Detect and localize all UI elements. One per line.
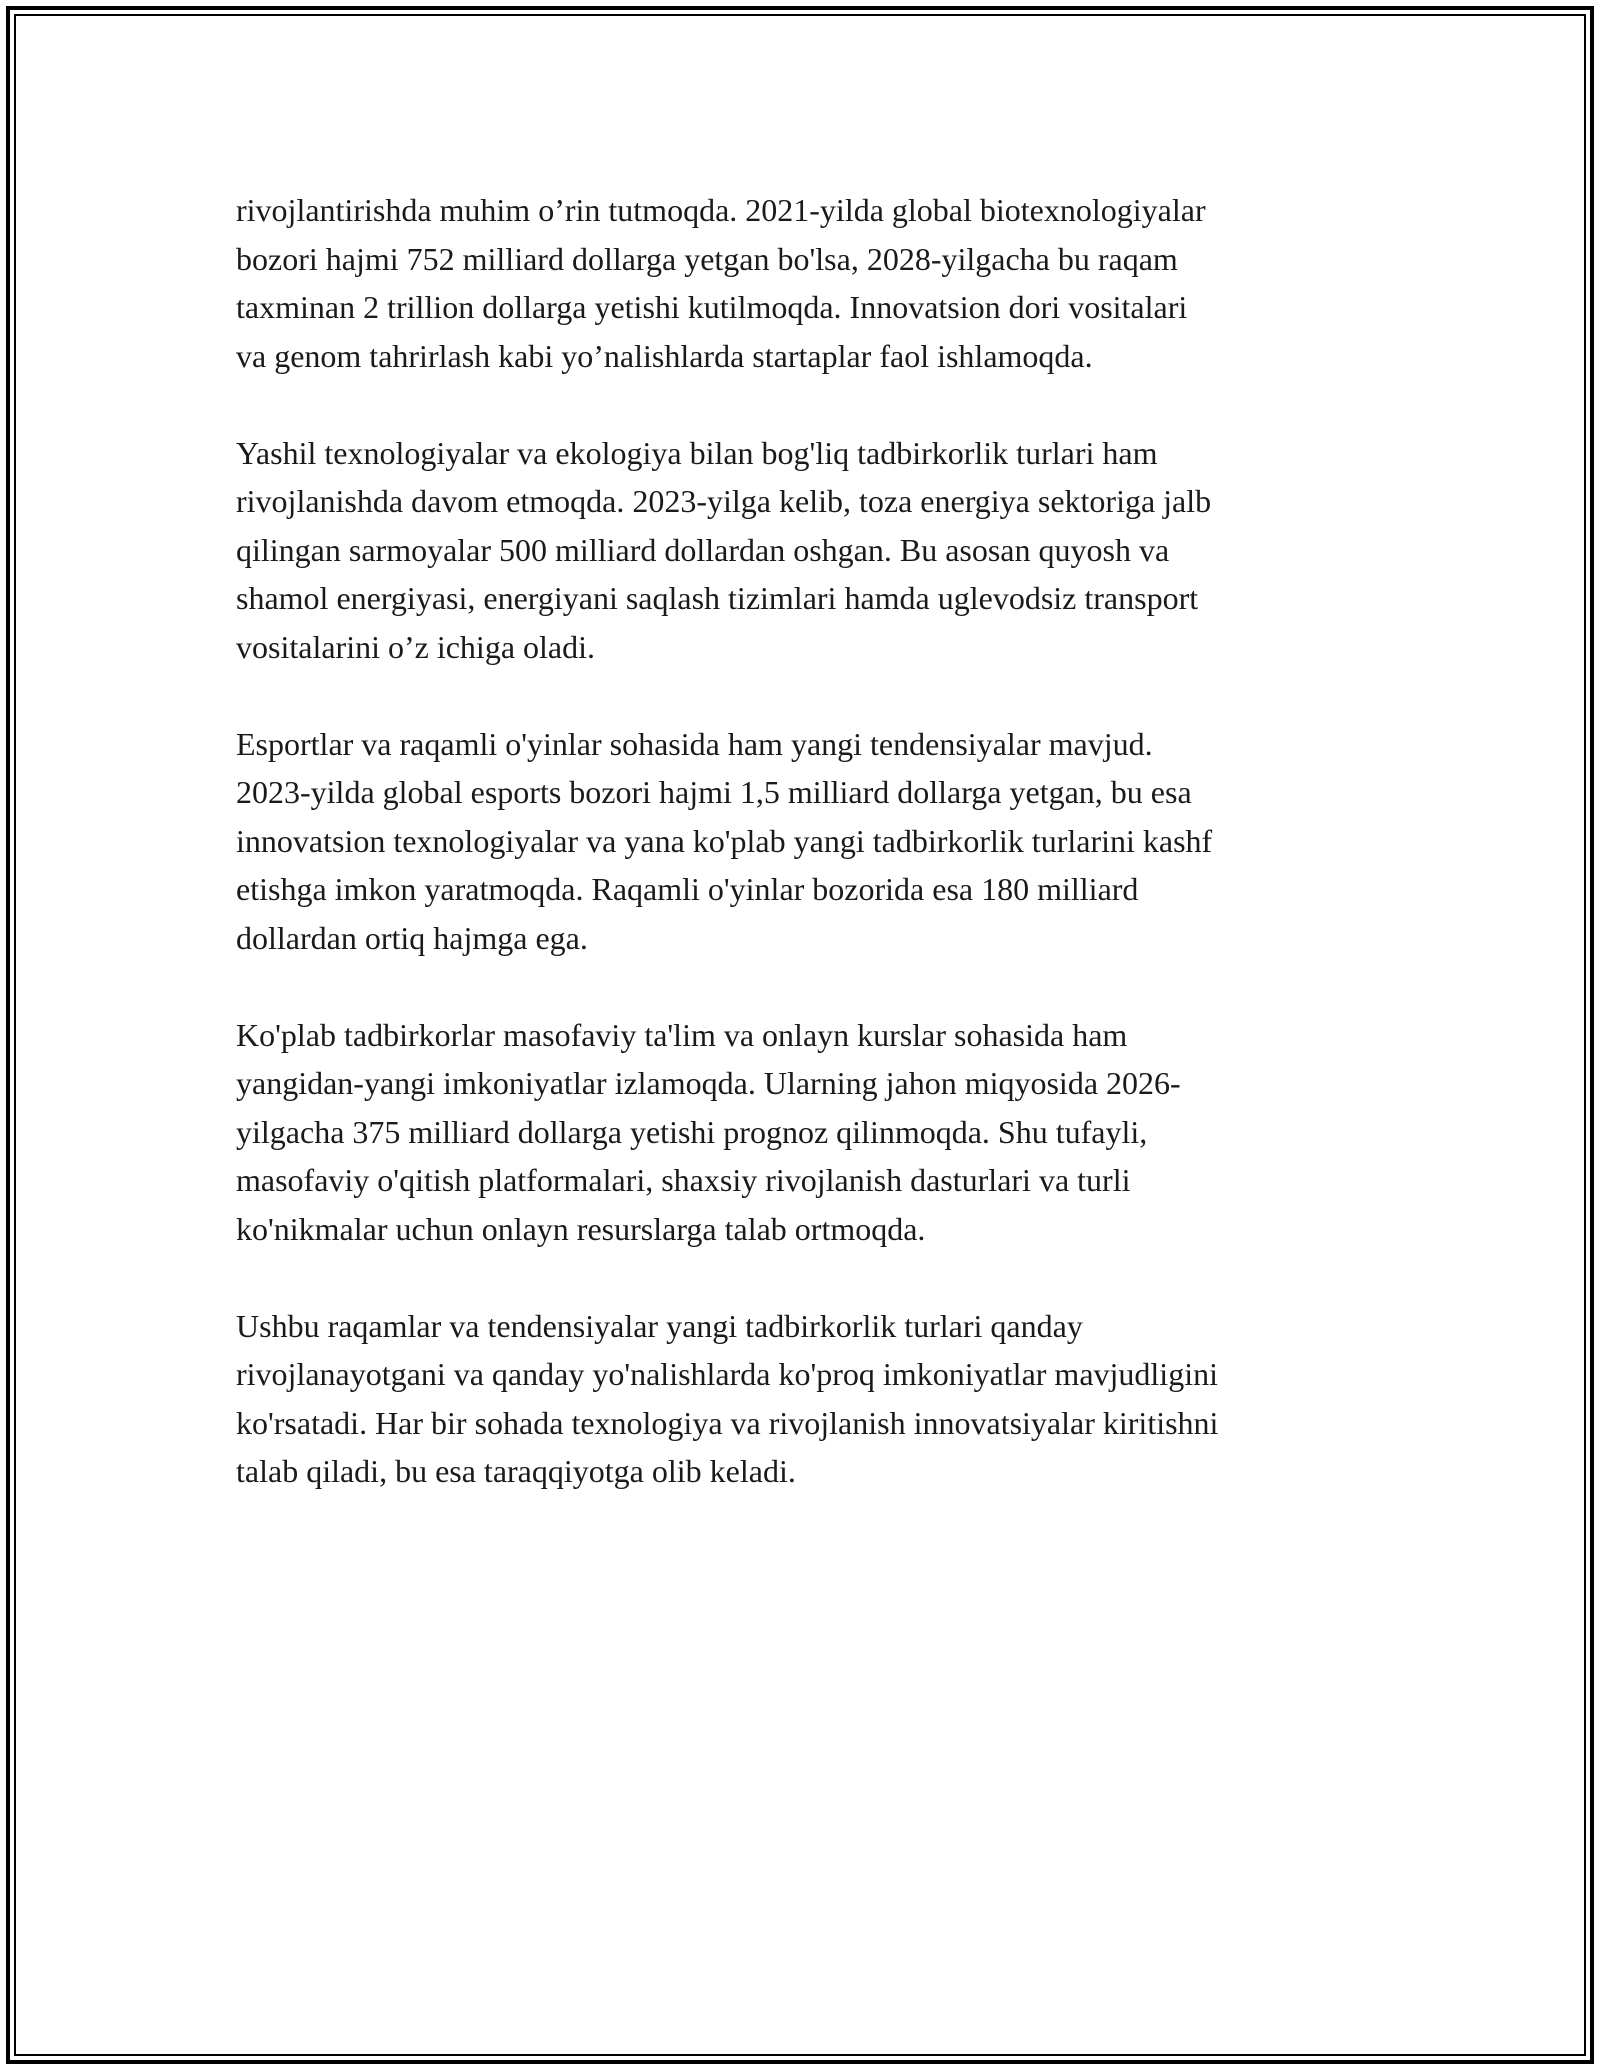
text-line: etishga imkon yaratmoqda. Raqamli o'yinlar bozorida esa 180 milliard <box>236 871 1139 907</box>
paragraph-esports <box>236 720 1376 963</box>
text-line: rivojlantirishda muhim o’rin tutmoqda. 2021-yilda global biotexnologiyalar <box>236 192 1206 228</box>
text-line: taxminan 2 trillion dollarga yetishi kutilmoqda. Innovatsion dori vositalari <box>236 289 1188 325</box>
text-line: yilgacha 375 milliard dollarga yetishi prognoz qilinmoqda. Shu tufayli, <box>236 1113 1148 1150</box>
text-line: 2023-yilda global esports bozori hajmi 1,5 milliard dollarga yetgan, bu esa <box>236 774 1192 810</box>
text-line: qilingan sarmoyalar 500 milliard dollardan oshgan. Bu asosan quyosh va <box>236 531 1170 568</box>
text-line: talab qiladi, bu esa taraqqiyotga olib keladi. <box>236 1453 796 1489</box>
text-line: Ko'plab tadbirkorlar masofaviy ta'lim va onlayn kurslar sohasida ham <box>236 1016 1128 1053</box>
text-line: Ushbu raqamlar va tendensiyalar yangi tadbirkorlik turlari qanday <box>236 1307 1083 1344</box>
text-line: rivojlanishda davom etmoqda. 2023-yilga kelib, toza energiya sektoriga jalb <box>236 483 1212 519</box>
text-line: ko'rsatadi. Har bir sohada texnologiya va rivojlanish innovatsiyalar kiritishni <box>236 1404 1219 1441</box>
text-line: va genom tahrirlash kabi yo’nalishlarda startaplar faol ishlamoqda. <box>236 337 1093 374</box>
text-line: shamol energiyasi, energiyani saqlash tizimlari hamda uglevodsiz transport <box>236 580 1199 616</box>
text-line: bozori hajmi 752 milliard dollarga yetgan bo'lsa, 2028-yilgacha bu raqam <box>236 240 1178 277</box>
paragraph-green-tech <box>236 429 1376 672</box>
text-line: dollardan ortiq hajmga ega. <box>236 919 588 956</box>
text-line: innovatsion texnologiyalar va yana ko'plab yangi tadbirkorlik turlarini kashf <box>236 822 1213 859</box>
text-line: masofaviy o'qitish platformalari, shaxsiy rivojlanish dasturlari va turli <box>236 1162 1131 1198</box>
text-line: Esportlar va raqamli o'yinlar sohasida ham yangi tendensiyalar mavjud. <box>236 725 1153 762</box>
text-line: vositalarini o’z ichiga oladi. <box>236 628 595 665</box>
text-line: ko'nikmalar uchun onlayn resurslarga talab ortmoqda. <box>236 1210 926 1247</box>
text-line: rivojlanayotgani va qanday yo'nalishlarda ko'proq imkoniyatlar mavjudligini <box>236 1356 1218 1392</box>
text-line: Yashil texnologiyalar va ekologiya bilan bog'liq tadbirkorlik turlari ham <box>236 434 1158 471</box>
paragraph-biotech <box>236 186 1376 380</box>
paragraph-online-learning <box>236 1011 1376 1254</box>
paragraph-conclusion <box>236 1302 1376 1496</box>
document-body <box>236 186 1376 1544</box>
text-line: yangidan-yangi imkoniyatlar izlamoqda. Ularning jahon miqyosida 2026- <box>236 1065 1181 1101</box>
